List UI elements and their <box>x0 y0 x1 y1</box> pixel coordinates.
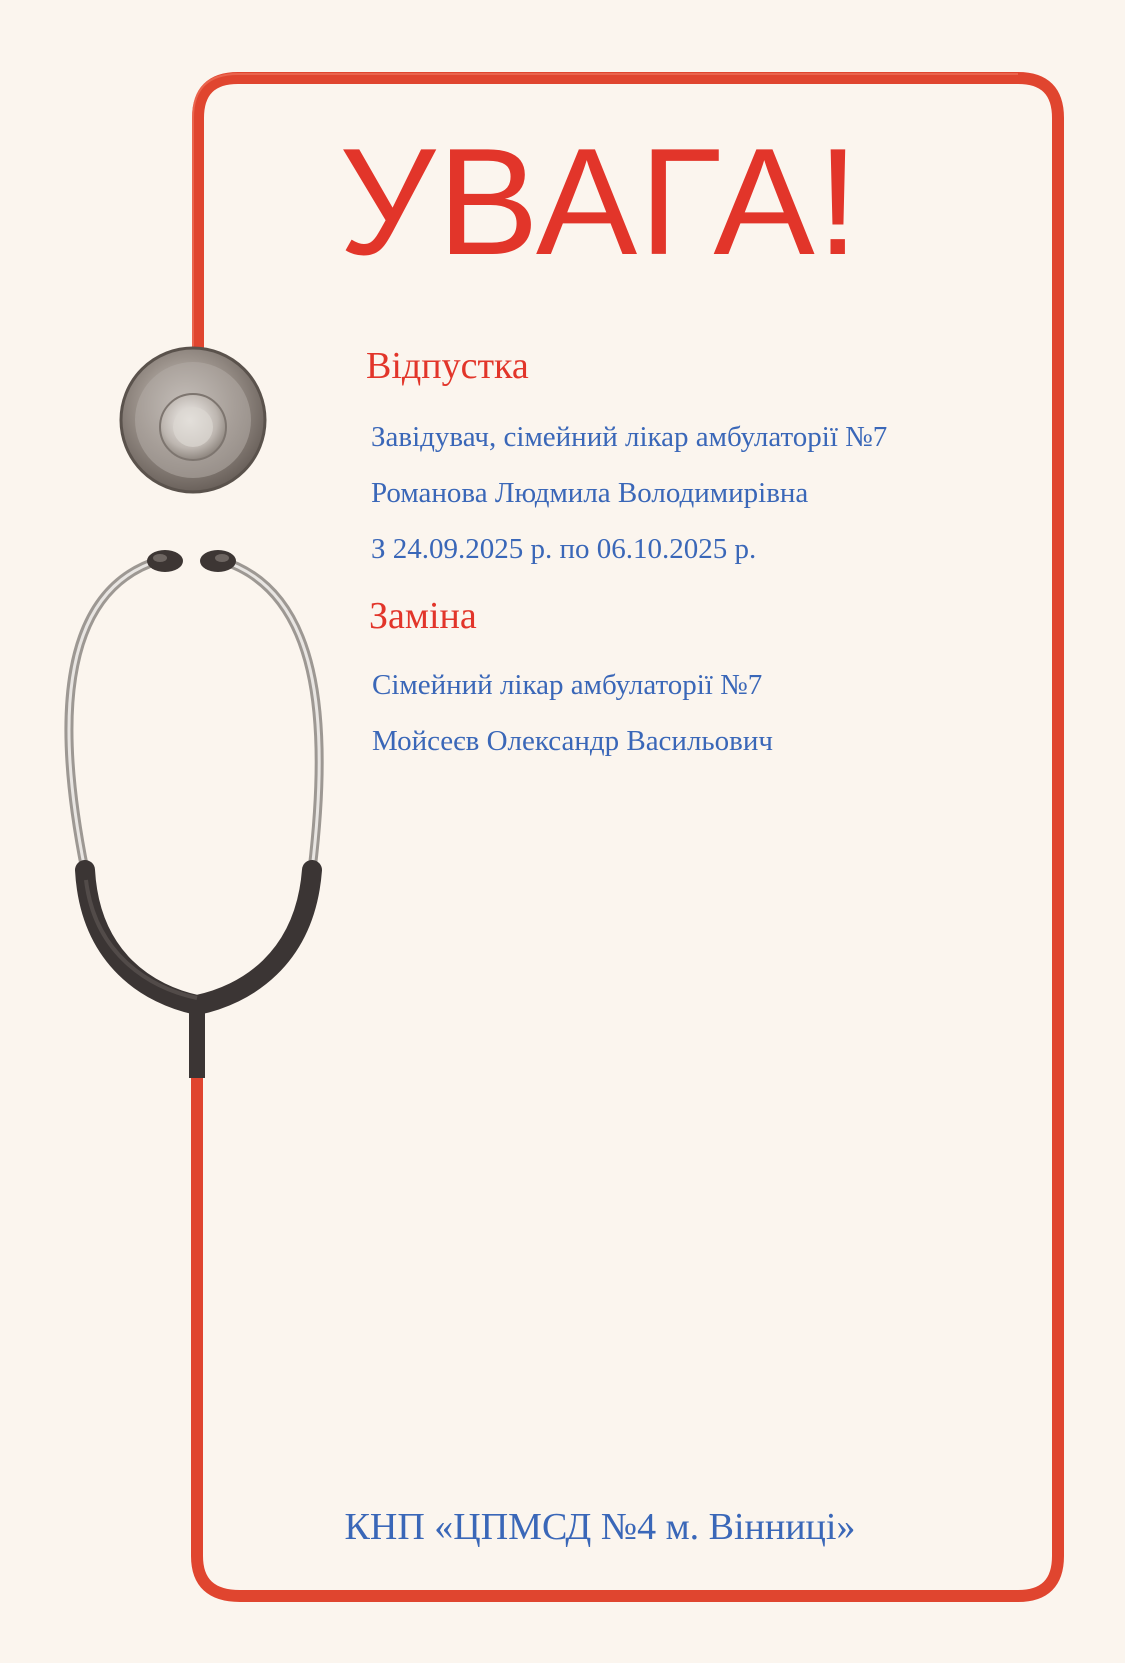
replacement-heading: Заміна <box>369 595 477 637</box>
vacation-period: З 24.09.2025 р. по 06.10.2025 р. <box>371 533 757 565</box>
replacement-position: Сімейний лікар амбулаторії №7 <box>372 669 763 701</box>
replacement-person-name: Мойсеєв Олександр Васильович <box>372 725 773 757</box>
vacation-heading: Відпустка <box>366 345 529 387</box>
organization-name: КНП «ЦПМСД №4 м. Вінниці» <box>344 1506 856 1548</box>
tube-frame <box>197 78 1058 1596</box>
page-title: УВАГА! <box>338 117 862 287</box>
vacation-position: Завідувач, сімейний лікар амбулаторії №7 <box>371 421 888 453</box>
vacation-person-name: Романова Людмила Володимирівна <box>371 477 809 509</box>
